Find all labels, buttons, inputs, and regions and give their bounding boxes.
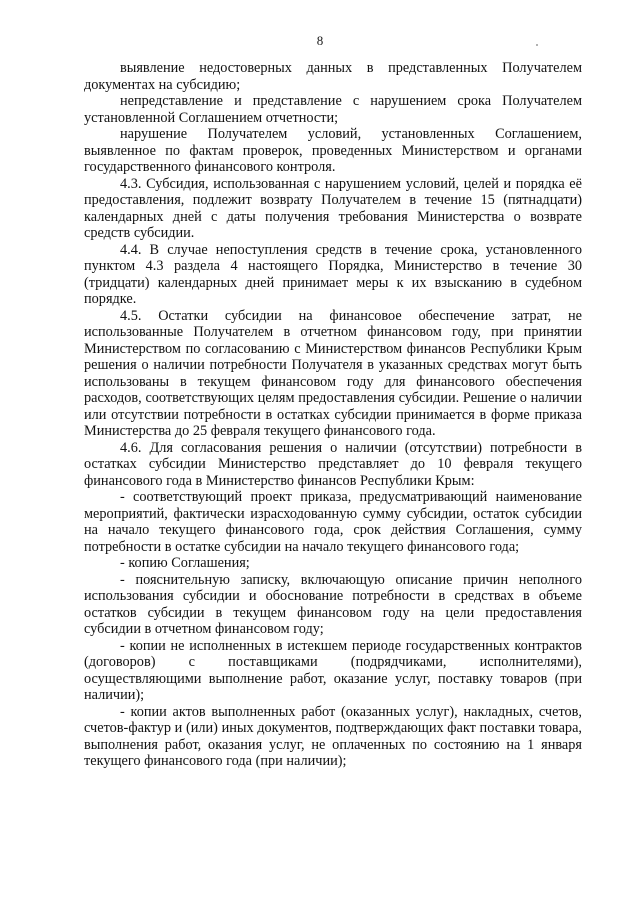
list-item-contract-copies: - копии не исполненных в истекшем периоде государственных контрактов (договоров) с поставщиками (подрядчиками, исполнителями), осуществляющими выполнение работ, оказание услуг, поставку товаров (при наличии); xyxy=(84,637,582,703)
list-item-draft-order: - соответствующий проект приказа, предусматривающий наименование мероприятий, фактически израсходованную сумму субсидии, остаток субсидии на начало текущего финансового года, срок действия Соглашения, сумму потребности в остатке субсидии на начало текущего финансового года; xyxy=(84,489,582,555)
page-number: 8 xyxy=(316,33,324,48)
list-item-act-copies: - копии актов выполненных работ (оказанных услуг), накладных, счетов, счетов-фактур и (или) иных документов, подтверждающих факт поставки товара, выполнения работ, оказания услуг, не оплаченных по состоянию на 1 января текущего финансового года (при наличии); xyxy=(84,703,582,769)
paragraph-4-5: 4.5. Остатки субсидии на финансовое обеспечение затрат, не использованные Получателем в отчетном финансовом году, при принятии Министерством по согласованию с Министерством финансов Республики Крым решения о наличии потребности Получателя в указанных средствах могут быть использованы в текущем финансовом году для финансового обеспечения расходов, соответствующих целям предоставления субсидии. Решение о наличии или отсутствии потребности в остатках субсидии принимается в форме приказа Министерства до 25 февраля текущего финансового года. xyxy=(84,307,582,439)
paragraph-4-3: 4.3. Субсидия, использованная с нарушением условий, целей и порядка её предоставления, подлежит возврату Получателем в течение 15 (пятнадцати) календарных дней с даты получения требования Министерства о возврате средств субсидии. xyxy=(84,175,582,241)
paragraph-4-4: 4.4. В случае непоступления средств в течение срока, установленного пунктом 4.3 раздела 4 настоящего Порядка, Министерство в течение 30 (тридцати) календарных дней принимает меры к их взысканию в судебном порядке. xyxy=(84,241,582,307)
paragraph-1: выявление недостоверных данных в представленных Получателем документах на субсидию; xyxy=(84,60,582,93)
paragraph-3: нарушение Получателем условий, установленных Соглашением, выявленное по фактам проверок, проведенных Министерством и органами государственного финансового контроля. xyxy=(84,126,582,175)
document-body xyxy=(84,60,582,770)
paragraph-2: непредставление и представление с нарушением срока Получателем установленной Соглашением отчетности; xyxy=(84,93,582,126)
list-item-agreement-copy: - копию Соглашения; xyxy=(120,555,250,571)
paragraph-4-6: 4.6. Для согласования решения о наличии (отсутствии) потребности в остатках субсидии Министерство представляет до 10 февраля текущего финансового года в Министерство финансов Республики Крым: xyxy=(84,439,582,489)
scan-speck xyxy=(536,44,538,46)
list-item-explanatory-note: - пояснительную записку, включающую описание причин неполного использования субсидии и обоснование потребности в средствах в объеме остатков субсидии в текущем финансовом году на цели предоставления субсидии в отчетном финансовом году; xyxy=(84,571,582,637)
